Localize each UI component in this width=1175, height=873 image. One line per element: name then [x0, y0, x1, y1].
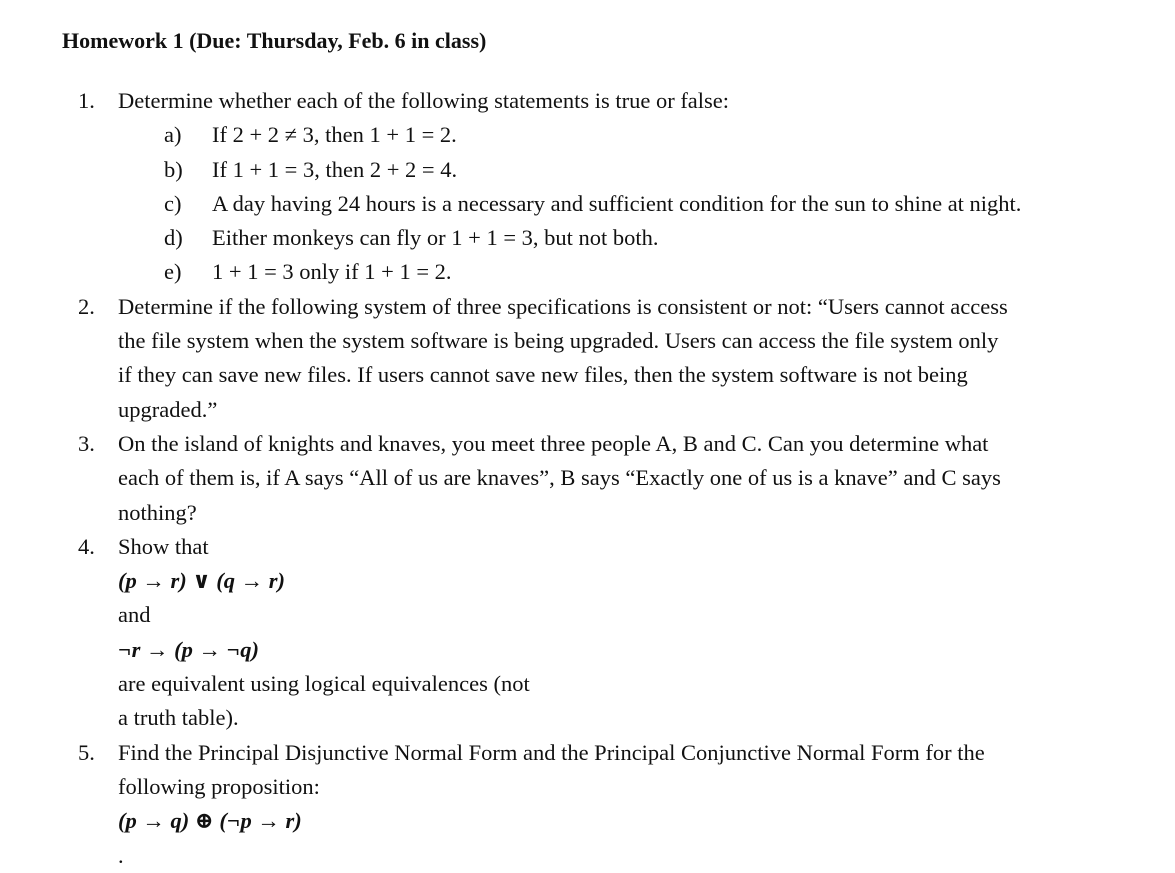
sub-question-a: [164, 118, 1168, 152]
question-text: Determine whether each of the following statements is true or false:: [118, 88, 730, 113]
question-3: [78, 427, 1168, 530]
question-5: [78, 736, 1168, 873]
sub-question-d: [164, 221, 1168, 255]
question-text-line: Find the Principal Disjunctive Normal Form and the Principal Conjunctive Normal Form for the: [118, 739, 985, 765]
question-text-line: the file system when the system software is being upgraded. Users can access the file system only: [118, 328, 999, 354]
question-text: following proposition:: [118, 773, 320, 799]
sub-question-list: [164, 118, 1168, 289]
question-body: [118, 530, 1168, 736]
question-number: 5.: [78, 739, 95, 765]
question-text-line: [118, 530, 1168, 701]
question-text-line: each of them is, if A says “All of us are knaves”, B says “Exactly one of us is a knave” and C says: [118, 465, 1001, 491]
sub-question-c: [164, 187, 1168, 221]
question-text-line: Determine if the following system of three specifications is consistent or not: “Users cannot access: [118, 293, 1008, 319]
sub-question-text: 1 + 1 = 3 only if 1 + 1 = 2.: [212, 259, 452, 285]
sub-question-letter: a): [164, 122, 182, 148]
question-text: are equivalent using logical equivalences (not: [118, 671, 530, 697]
formula: (p → q) ⊕ (¬p → r): [118, 808, 302, 834]
question-text-line: upgraded.”: [118, 396, 218, 422]
question-text-line: On the island of knights and knaves, you meet three people A, B and C. Can you determine what: [118, 430, 989, 456]
sub-question-letter: b): [164, 156, 183, 182]
question-text: Show that: [118, 533, 209, 559]
question-number: 1.: [78, 88, 95, 113]
question-text: and: [118, 602, 151, 628]
sub-question-text: Either monkeys can fly or 1 + 1 = 3, but not both.: [212, 225, 659, 251]
question-4: [78, 530, 1168, 736]
sub-question-text: If 1 + 1 = 3, then 2 + 2 = 4.: [212, 156, 458, 182]
question-body: [118, 736, 1168, 873]
question-number: 3.: [78, 430, 95, 456]
question-body: [118, 427, 1168, 530]
sub-question-text: A day having 24 hours is a necessary and sufficient condition for the sun to shine at night.: [212, 190, 1022, 216]
question-2: [78, 290, 1168, 427]
question-text: .: [118, 842, 124, 868]
question-number: 4.: [78, 533, 95, 559]
page-title: Homework 1 (Due: Thursday, Feb. 6 in class): [62, 28, 487, 53]
question-text-line: a truth table).: [118, 705, 239, 731]
question-text-line: if they can save new files. If users cannot save new files, then the system software is not being: [118, 362, 968, 388]
question-body: [118, 290, 1168, 427]
question-body: [118, 84, 1168, 290]
sub-question-text: If 2 + 2 ≠ 3, then 1 + 1 = 2.: [212, 122, 457, 148]
sub-question-letter: e): [164, 259, 182, 285]
question-list: [78, 84, 1168, 873]
question-number: 2.: [78, 293, 95, 319]
sub-question-e: [164, 255, 1168, 289]
sub-question-letter: c): [164, 190, 182, 216]
question-text-line: nothing?: [118, 499, 197, 525]
formula: ¬r → (p → ¬q): [118, 636, 260, 662]
formula: (p → r) ∨ (q → r): [118, 568, 286, 594]
sub-question-b: [164, 153, 1168, 187]
question-1: [78, 84, 1168, 290]
question-text-line: [118, 770, 1168, 873]
sub-question-letter: d): [164, 225, 183, 251]
